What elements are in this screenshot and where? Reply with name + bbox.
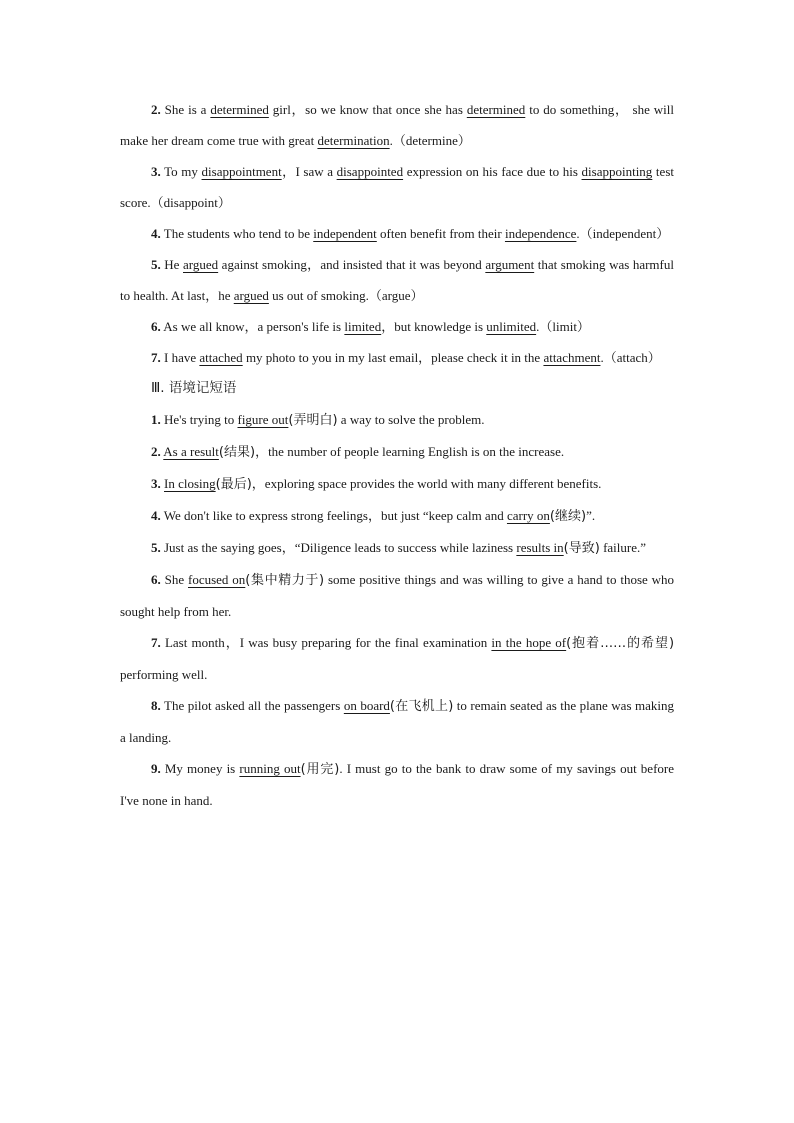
chinese-hint: (导致) [563, 541, 600, 556]
item-number: 3. [151, 164, 161, 179]
item-number: 4. [151, 508, 161, 523]
sentence-text: ”. [586, 508, 596, 523]
sentence-text: ，the number of people learning English is on the increase. [255, 444, 565, 459]
phrase-item [120, 404, 674, 436]
answer-blank: on board [343, 698, 390, 713]
chinese-hint: (弄明白) [288, 413, 338, 428]
phrase-item [120, 500, 674, 532]
phrase-item [120, 564, 674, 627]
sentence-text: The students who tend to be [163, 226, 314, 241]
phrases-section [120, 404, 674, 816]
sentence-text: .（determine） [389, 133, 471, 148]
sentence-text: . I must go to the bank to draw some of my savings out before I've none in hand. [120, 761, 675, 808]
phrase-item [120, 532, 674, 564]
answer-blank: running out [239, 761, 301, 776]
sentence-text: The pilot asked all the passengers [164, 698, 344, 713]
sentence-text: She is a [164, 102, 211, 117]
sentence-text: .（limit） [536, 319, 590, 334]
item-number: 7. [151, 635, 161, 650]
chinese-hint: (最后) [215, 477, 252, 492]
phrase-item [120, 753, 674, 816]
sentence-text: Last month，I was busy preparing for the final examination [164, 635, 492, 650]
answer-blank: attached [199, 350, 243, 365]
item-number: 6. [151, 572, 161, 587]
sentence-text: test score.（disappoint） [120, 164, 674, 210]
item-number: 8. [151, 698, 161, 713]
answer-blank: focused on [188, 572, 246, 587]
chinese-hint: (集中精力于) [245, 573, 325, 588]
exercise-item [120, 156, 674, 218]
answer-blank: determination [317, 133, 390, 148]
answer-blank: limited [344, 319, 382, 334]
answer-blank: results in [516, 540, 564, 555]
exercise-item [120, 342, 674, 373]
sentence-text: .（attach） [600, 350, 661, 365]
answer-blank: argued [183, 257, 219, 272]
item-number: 2. [151, 102, 161, 117]
answer-blank: argued [233, 288, 269, 303]
sentence-text: often benefit from their [376, 226, 505, 241]
sentence-text: a way to solve the problem. [337, 412, 485, 427]
sentence-text: to remain seated as the plane was making a landing. [120, 698, 675, 745]
sentence-text: He [164, 257, 183, 272]
answer-blank: determined [210, 102, 269, 117]
sentence-text: ，exploring space provides the world with many different benefits. [251, 476, 602, 491]
phrase-item [120, 436, 674, 468]
sentence-text: us out of smoking.（argue） [268, 288, 424, 303]
sentence-text: He's trying to [164, 412, 238, 427]
sentence-text: to do something， she will make her dream come true with great [120, 102, 675, 148]
answer-blank: disappointed [336, 164, 404, 179]
item-number: 7. [151, 350, 161, 365]
answer-blank: attachment [543, 350, 601, 365]
item-number: 5. [151, 540, 161, 555]
item-number: 2. [151, 444, 161, 459]
sentence-text: against smoking，and insisted that it was beyond [218, 257, 486, 272]
exercise-item [120, 311, 674, 342]
answer-blank: in the hope of [491, 635, 567, 650]
chinese-hint: (继续) [549, 509, 587, 524]
sentence-text: She [164, 572, 188, 587]
sentence-text: girl，so we know that once she has [268, 102, 467, 117]
word-forms-section [120, 94, 674, 373]
sentence-text: I have [164, 350, 200, 365]
answer-blank: determined [466, 102, 526, 117]
answer-blank: disappointing [581, 164, 653, 179]
answer-blank: In closing [164, 476, 216, 491]
item-number: 5. [151, 257, 161, 272]
chinese-hint: (抱着……的希望) [566, 636, 675, 651]
sentence-text: that smoking was harmful to health. At last，he [120, 257, 674, 303]
phrase-item [120, 627, 674, 690]
sentence-text: .（independent） [576, 226, 670, 241]
item-number: 9. [151, 761, 161, 776]
exercise-item [120, 249, 674, 311]
answer-blank: independent [313, 226, 377, 241]
answer-blank: independence [504, 226, 577, 241]
item-number: 1. [151, 412, 161, 427]
sentence-text: As we all know，a person's life is [163, 319, 345, 334]
answer-blank: argument [485, 257, 535, 272]
answer-blank: figure out [237, 412, 289, 427]
document-page [120, 94, 674, 816]
sentence-text: failure.” [599, 540, 647, 555]
item-number: 4. [151, 226, 161, 241]
answer-blank: As a result [163, 444, 219, 459]
answer-blank: carry on [506, 508, 550, 523]
item-number: 6. [151, 319, 161, 334]
sentence-text: my photo to you in my last email，please check it in the [242, 350, 544, 365]
phrase-item [120, 468, 674, 500]
sentence-text: performing well. [120, 667, 208, 682]
sentence-text: expression on his face due to his [403, 164, 582, 179]
exercise-item [120, 218, 674, 249]
sentence-text: We don't like to express strong feelings，but just “keep calm and [163, 508, 507, 523]
sentence-text: ，but knowledge is [381, 319, 487, 334]
sentence-text: ，I saw a [281, 164, 337, 179]
sentence-text: To my [164, 164, 202, 179]
exercise-item [120, 94, 674, 156]
phrase-item [120, 690, 674, 753]
chinese-hint: (结果) [218, 445, 256, 460]
answer-blank: disappointment [201, 164, 282, 179]
sentence-text: some positive things and was willing to give a hand to those who sought help from her. [120, 572, 675, 619]
sentence-text: Just as the saying goes，“Diligence leads to success while laziness [164, 540, 517, 555]
sentence-text: My money is [164, 761, 240, 776]
item-number: 3. [151, 476, 161, 491]
section-heading: Ⅲ. 语境记短语 [151, 380, 237, 396]
chinese-hint: (用完) [300, 762, 340, 777]
answer-blank: unlimited [486, 319, 537, 334]
chinese-hint: (在飞机上) [389, 699, 454, 714]
